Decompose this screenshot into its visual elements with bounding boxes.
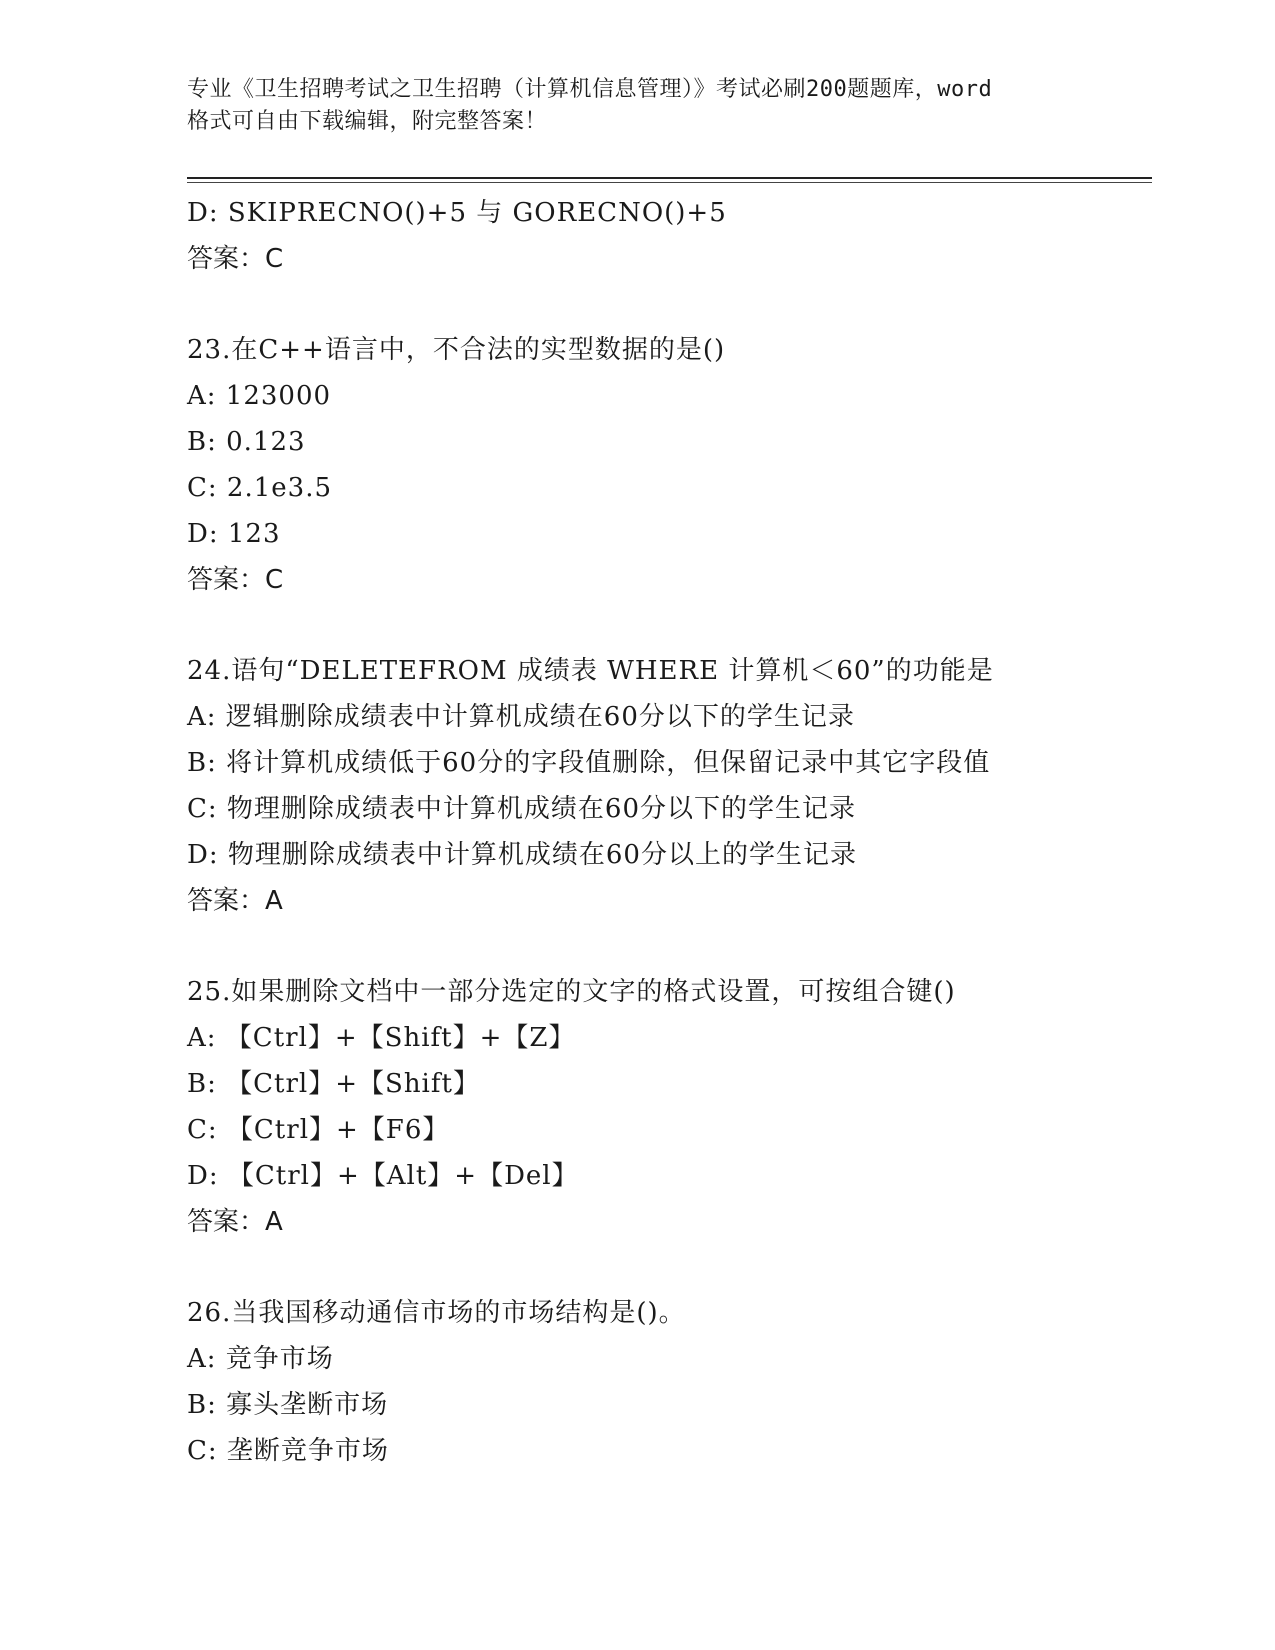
option-b: B: 寡头垄断市场: [187, 1390, 389, 1420]
option-d: D: 物理删除成绩表中计算机成绩在60分以上的学生记录: [187, 840, 857, 870]
question-fragment: [187, 190, 1152, 282]
question-26: [187, 1290, 1152, 1474]
option-c: C: 物理删除成绩表中计算机成绩在60分以下的学生记录: [187, 794, 857, 824]
document-header: [187, 74, 1087, 138]
question-stem: 25.如果删除文档中一部分选定的文字的格式设置，可按组合键(): [187, 977, 956, 1007]
option-d: D: 123: [187, 519, 281, 549]
option-c: C: 【Ctrl】+【F6】: [187, 1115, 450, 1145]
option-a: A: 逻辑删除成绩表中计算机成绩在60分以下的学生记录: [187, 702, 855, 732]
question-25: [187, 969, 1152, 1245]
question-23: [187, 327, 1152, 603]
option-a: A: 【Ctrl】+【Shift】+【Z】: [187, 1023, 576, 1053]
answer-line: 答案：C: [187, 244, 284, 274]
question-stem: 26.当我国移动通信市场的市场结构是()。: [187, 1298, 686, 1328]
option-c: C: 垄断竞争市场: [187, 1436, 389, 1466]
header-title-line-1: 专业《卫生招聘考试之卫生招聘（计算机信息管理）》考试必刷200题题库，word: [187, 77, 993, 102]
question-list: [187, 190, 1152, 1474]
question-stem: 24.语句“DELETEFROM 成绩表 WHERE 计算机＜60”的功能是: [187, 656, 994, 686]
answer-line: 答案：C: [187, 565, 284, 595]
answer-line: 答案：A: [187, 886, 283, 916]
option-c: C: 2.1e3.5: [187, 473, 333, 503]
header-divider-thin: [187, 182, 1152, 183]
option-d: D: SKIPRECNO()+5 与 GORECNO()+5: [187, 198, 727, 228]
option-a: A: 竞争市场: [187, 1344, 334, 1374]
option-b: B: 【Ctrl】+【Shift】: [187, 1069, 480, 1099]
option-b: B: 0.123: [187, 427, 306, 457]
option-b: B: 将计算机成绩低于60分的字段值删除，但保留记录中其它字段值: [187, 748, 991, 778]
option-d: D: 【Ctrl】+【Alt】+【Del】: [187, 1161, 579, 1191]
question-24: [187, 648, 1152, 924]
header-divider-thick: [187, 177, 1152, 179]
option-a: A: 123000: [187, 381, 332, 411]
header-title-line-2: 格式可自由下载编辑，附完整答案！: [187, 109, 548, 134]
answer-line: 答案：A: [187, 1207, 283, 1237]
question-stem: 23.在C++语言中，不合法的实型数据的是(): [187, 335, 726, 365]
